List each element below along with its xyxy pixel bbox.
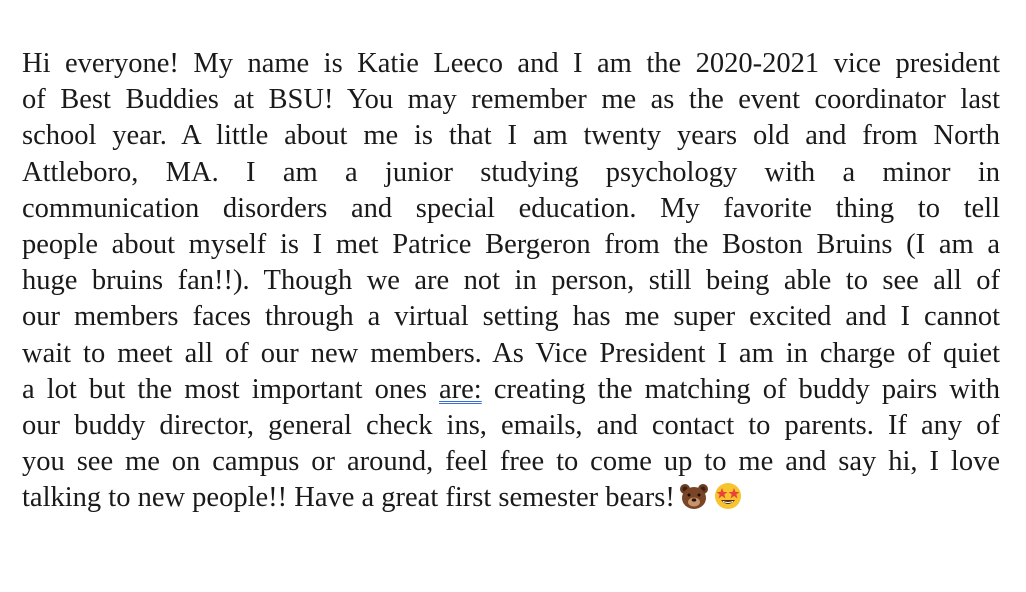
spellcheck-underlined-word[interactable]: are: <box>439 373 482 405</box>
paragraph-line: huge bruins fan!!). Though we are not in person, still being able to see all of <box>22 265 1000 297</box>
paragraph-line: Attleboro, MA. I am a junior studying psychology with a minor in <box>22 156 1000 188</box>
paragraph-line: our members faces through a virtual setting has me super excited and I cannot <box>22 301 1000 333</box>
last-line-text: talking to new people!! Have a great first semester bears! <box>22 482 675 514</box>
paragraph-line: our buddy director, general check ins, emails, and contact to parents. If any of <box>22 409 1000 441</box>
paragraph-line: wait to meet all of our new members. As Vice President I am in charge of quiet <box>22 337 1000 369</box>
star-struck-emoji <box>713 482 743 510</box>
line-suffix: creating the matching of buddy pairs with <box>493 373 1000 405</box>
paragraph-line: communication disorders and special education. My favorite thing to tell <box>22 192 1000 224</box>
paragraph-last-line <box>22 480 1000 516</box>
paragraph-line: you see me on campus or around, feel free to come up to me and say hi, I love <box>22 446 1000 478</box>
document-page <box>22 46 1000 516</box>
paragraph-line: of Best Buddies at BSU! You may remember me as the event coordinator last <box>22 84 1000 116</box>
paragraph-line: school year. A little about me is that I am twenty years old and from North <box>22 120 1000 152</box>
bear-face-emoji <box>679 482 709 510</box>
line-prefix: a lot but the most important ones <box>22 373 427 405</box>
paragraph-line: Hi everyone! My name is Katie Leeco and I am the 2020-2021 vice president <box>22 48 1000 79</box>
paragraph-line <box>22 372 1000 408</box>
paragraph-line: people about myself is I met Patrice Bergeron from the Boston Bruins (I am a <box>22 228 1000 260</box>
